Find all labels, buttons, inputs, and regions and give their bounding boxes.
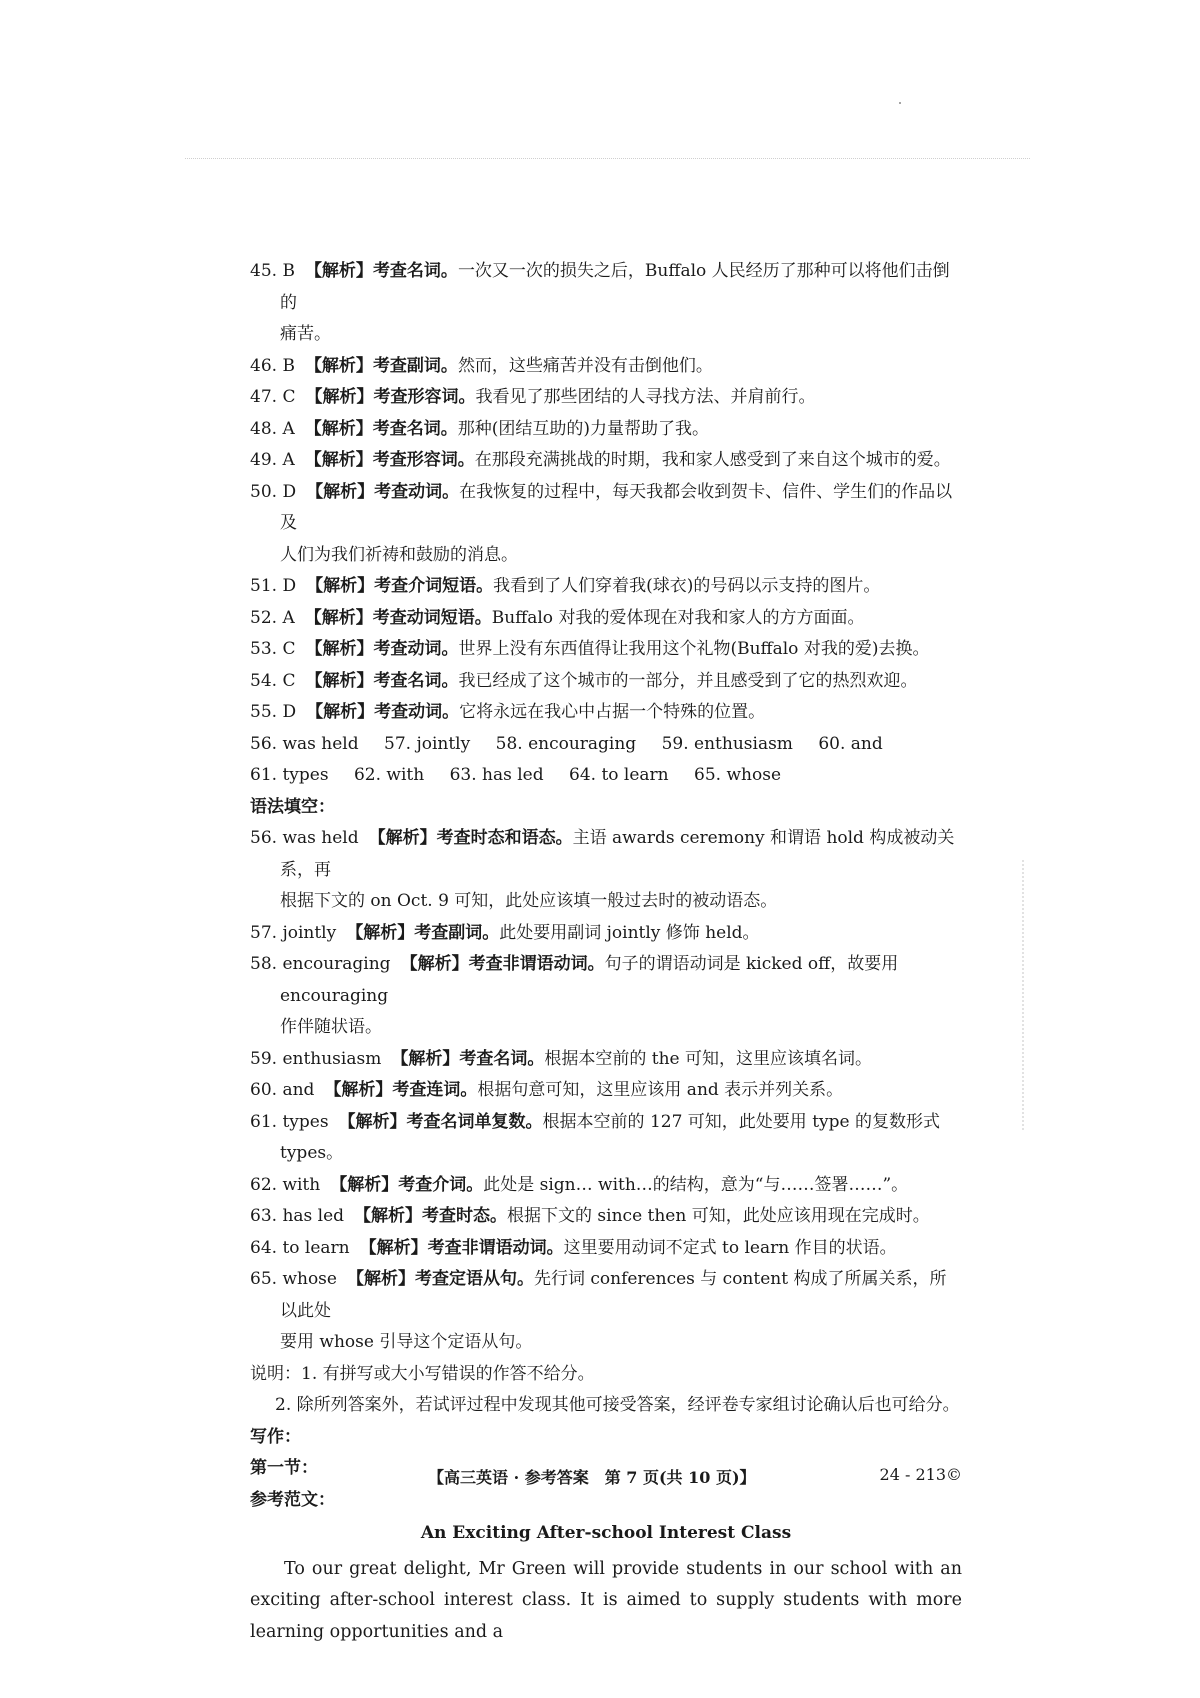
essay-title: An Exciting After-school Interest Class bbox=[420, 1523, 792, 1543]
analysis-tag: 【解析】 bbox=[304, 418, 373, 439]
answer-item bbox=[250, 414, 962, 446]
answer-number: 56. was held bbox=[250, 828, 359, 848]
analysis-topic: 考查副词。 bbox=[372, 355, 458, 376]
note-line-2: 2. 除所列答案外，若试评过程中发现其他可接受答案，经评卷专家组讨论确认后也可给分。 bbox=[275, 1395, 960, 1415]
analysis-text: 根据下文的 since then 可知，此处应该用现在完成时。 bbox=[507, 1206, 930, 1226]
answer-number: 48. A bbox=[250, 418, 295, 439]
key-answer: 64. to learn bbox=[569, 765, 669, 785]
analysis-topic: 考查名词单复数。 bbox=[406, 1111, 543, 1132]
cloze-answer-list bbox=[250, 256, 962, 729]
analysis-text: 它将永远在我心中占据一个特殊的位置。 bbox=[459, 702, 766, 722]
answer-number: 64. to learn bbox=[250, 1237, 350, 1258]
answer-item bbox=[250, 1044, 962, 1076]
answer-number: 57. jointly bbox=[250, 922, 337, 943]
analysis-topic: 考查时态。 bbox=[422, 1206, 508, 1226]
analysis-topic: 考查连词。 bbox=[392, 1080, 478, 1100]
answer-item bbox=[250, 1201, 962, 1233]
answer-item bbox=[250, 918, 962, 950]
footer-code: 24 - 213© bbox=[879, 1465, 962, 1484]
answer-item bbox=[250, 351, 962, 383]
analysis-topic: 考查形容词。 bbox=[373, 387, 476, 407]
key-answer: 56. was held bbox=[250, 733, 359, 754]
analysis-text: 此处要用副词 jointly 修饰 held。 bbox=[499, 922, 760, 943]
analysis-text: 一次又一次的损失之后，Buffalo 人民经历了那种可以将他们击倒的 bbox=[280, 261, 950, 313]
answer-number: 65. whose bbox=[250, 1269, 337, 1289]
analysis-tag: 【解析】 bbox=[346, 1269, 415, 1289]
answer-number: 51. D bbox=[250, 576, 297, 596]
analysis-tag: 【解析】 bbox=[346, 922, 415, 943]
answer-item bbox=[250, 1075, 962, 1107]
analysis-text-continued: 要用 whose 引导这个定语从句。 bbox=[280, 1332, 533, 1352]
answer-number: 61. types bbox=[250, 1111, 329, 1132]
scan-divider-line bbox=[185, 158, 1030, 159]
analysis-tag: 【解析】 bbox=[359, 1237, 428, 1258]
analysis-topic: 考查名词。 bbox=[459, 1048, 545, 1069]
analysis-topic: 考查副词。 bbox=[414, 922, 500, 943]
answer-number: 52. A bbox=[250, 607, 295, 628]
writing-section-heading: 第一节： bbox=[250, 1458, 318, 1478]
analysis-topic: 考查名词。 bbox=[372, 418, 458, 439]
analysis-tag: 【解析】 bbox=[305, 639, 374, 659]
analysis-text: 此处是 sign… with…的结构，意为“与……签署……”。 bbox=[483, 1174, 909, 1195]
key-answer: 63. has led bbox=[449, 765, 544, 785]
sample-essay-label: 参考范文： bbox=[250, 1489, 335, 1510]
analysis-topic: 考查非谓语动词。 bbox=[468, 954, 605, 974]
analysis-topic: 考查定语从句。 bbox=[414, 1269, 534, 1289]
note-line-1: 说明：1. 有拼写或大小写错误的作答不给分。 bbox=[250, 1363, 595, 1384]
key-answer: 57. jointly bbox=[384, 733, 471, 754]
analysis-topic: 考查介词。 bbox=[398, 1174, 484, 1195]
answer-item bbox=[250, 571, 962, 603]
analysis-tag: 【解析】 bbox=[368, 828, 437, 848]
answer-number: 45. B bbox=[250, 261, 295, 281]
analysis-text-continued: 根据下文的 on Oct. 9 可知，此处应该填一般过去时的被动语态。 bbox=[280, 891, 778, 911]
analysis-text: 我已经成了这个城市的一部分，并且感受到了它的热烈欢迎。 bbox=[458, 670, 918, 691]
analysis-text: 根据句意可知，这里应该用 and 表示并列关系。 bbox=[477, 1080, 844, 1100]
scan-binding-marks bbox=[1022, 860, 1024, 1130]
key-answer: 58. encouraging bbox=[495, 733, 637, 754]
analysis-text: 句子的谓语动词是 kicked off，故要用 encouraging bbox=[280, 954, 899, 1006]
key-answer: 59. enthusiasm bbox=[661, 733, 793, 754]
analysis-tag: 【解析】 bbox=[354, 1206, 423, 1226]
analysis-text: 先行词 conferences 与 content 构成了所属关系，所以此处 bbox=[280, 1269, 947, 1321]
answer-content bbox=[250, 256, 962, 1648]
key-answer: 62. with bbox=[353, 765, 425, 785]
answer-number: 49. A bbox=[250, 450, 295, 470]
answer-item bbox=[250, 1107, 962, 1170]
analysis-tag: 【解析】 bbox=[338, 1111, 407, 1132]
key-answer: 60. and bbox=[818, 733, 883, 754]
footer-page-info: 【高三英语 · 参考答案 第 7 页(共 10 页)】 bbox=[428, 1468, 756, 1487]
answer-number: 63. has led bbox=[250, 1206, 345, 1226]
essay-paragraph: To our great delight, Mr Green will provide students in our school with an exciting after-school interest class. It is aimed to supply students with more learning opportunities and a bbox=[250, 1558, 962, 1642]
analysis-tag: 【解析】 bbox=[330, 1174, 399, 1195]
analysis-tag: 【解析】 bbox=[305, 387, 374, 407]
analysis-topic: 考查动词。 bbox=[374, 702, 460, 722]
answer-item bbox=[250, 823, 962, 918]
analysis-text-continued: 痛苦。 bbox=[280, 324, 331, 344]
answer-item bbox=[250, 949, 962, 1044]
answer-item bbox=[250, 603, 962, 635]
analysis-text: 根据本空前的 the 可知，这里应该填名词。 bbox=[544, 1048, 872, 1069]
analysis-tag: 【解析】 bbox=[391, 1048, 460, 1069]
analysis-text: 我看到了人们穿着我(球衣)的号码以示支持的图片。 bbox=[493, 576, 881, 596]
analysis-text: 在那段充满挑战的时期，我和家人感受到了来自这个城市的爱。 bbox=[474, 450, 951, 470]
answer-number: 47. C bbox=[250, 387, 296, 407]
analysis-text: 根据本空前的 127 可知，此处要用 type 的复数形式 types。 bbox=[280, 1111, 940, 1163]
answer-number: 60. and bbox=[250, 1080, 315, 1100]
answer-item bbox=[250, 1170, 962, 1202]
key-answers-row bbox=[250, 760, 962, 792]
analysis-text: 主语 awards ceremony 和谓语 hold 构成被动关系，再 bbox=[280, 828, 955, 880]
answer-number: 62. with bbox=[250, 1174, 321, 1195]
analysis-tag: 【解析】 bbox=[306, 702, 375, 722]
answer-number: 58. encouraging bbox=[250, 954, 391, 974]
analysis-text: 然而，这些痛苦并没有击倒他们。 bbox=[457, 355, 713, 376]
analysis-topic: 考查动词。 bbox=[374, 481, 460, 502]
analysis-topic: 考查介词短语。 bbox=[374, 576, 494, 596]
grammar-heading: 语法填空： bbox=[250, 796, 335, 817]
analysis-topic: 考查时态和语态。 bbox=[436, 828, 573, 848]
answer-item bbox=[250, 256, 962, 351]
answer-item bbox=[250, 445, 962, 477]
answer-number: 55. D bbox=[250, 702, 297, 722]
grammar-answer-list bbox=[250, 823, 962, 1359]
answer-number: 53. C bbox=[250, 639, 296, 659]
answer-number: 54. C bbox=[250, 670, 296, 691]
answer-item bbox=[250, 477, 962, 572]
scan-speck bbox=[899, 102, 901, 104]
answer-item bbox=[250, 697, 962, 729]
analysis-topic: 考查动词短语。 bbox=[372, 607, 492, 628]
analysis-tag: 【解析】 bbox=[324, 1080, 393, 1100]
answer-number: 46. B bbox=[250, 355, 295, 376]
analysis-tag: 【解析】 bbox=[304, 607, 373, 628]
key-answer: 61. types bbox=[250, 765, 329, 785]
analysis-topic: 考查名词。 bbox=[372, 261, 458, 281]
answer-item bbox=[250, 1233, 962, 1265]
analysis-tag: 【解析】 bbox=[304, 450, 373, 470]
analysis-topic: 考查形容词。 bbox=[372, 450, 475, 470]
answer-item bbox=[250, 1264, 962, 1359]
answer-number: 59. enthusiasm bbox=[250, 1048, 382, 1069]
answer-number: 50. D bbox=[250, 481, 297, 502]
analysis-tag: 【解析】 bbox=[306, 576, 375, 596]
analysis-tag: 【解析】 bbox=[304, 261, 373, 281]
analysis-tag: 【解析】 bbox=[306, 481, 375, 502]
analysis-text: Buffalo 对我的爱体现在对我和家人的方方面面。 bbox=[491, 607, 865, 628]
analysis-topic: 考查非谓语动词。 bbox=[427, 1237, 564, 1258]
answer-item bbox=[250, 382, 962, 414]
analysis-tag: 【解析】 bbox=[400, 954, 469, 974]
writing-heading: 写作： bbox=[250, 1426, 301, 1447]
analysis-text: 那种(团结互助的)力量帮助了我。 bbox=[457, 418, 709, 439]
analysis-topic: 考查名词。 bbox=[373, 670, 459, 691]
analysis-topic: 考查动词。 bbox=[373, 639, 459, 659]
answer-item bbox=[250, 666, 962, 698]
analysis-text: 我看见了那些团结的人寻找方法、并肩前行。 bbox=[475, 387, 816, 407]
key-answers-row bbox=[250, 729, 962, 761]
analysis-text: 世界上没有东西值得让我用这个礼物(Buffalo 对我的爱)去换。 bbox=[458, 639, 930, 659]
analysis-tag: 【解析】 bbox=[304, 355, 373, 376]
analysis-text: 在我恢复的过程中，每天我都会收到贺卡、信件、学生们的作品以及 bbox=[280, 481, 953, 533]
analysis-text-continued: 作伴随状语。 bbox=[280, 1017, 382, 1037]
analysis-text: 这里要用动词不定式 to learn 作目的状语。 bbox=[563, 1237, 897, 1258]
analysis-text-continued: 人们为我们祈祷和鼓励的消息。 bbox=[280, 544, 518, 565]
key-answer: 65. whose bbox=[694, 765, 782, 785]
answer-item bbox=[250, 634, 962, 666]
analysis-tag: 【解析】 bbox=[305, 670, 374, 691]
